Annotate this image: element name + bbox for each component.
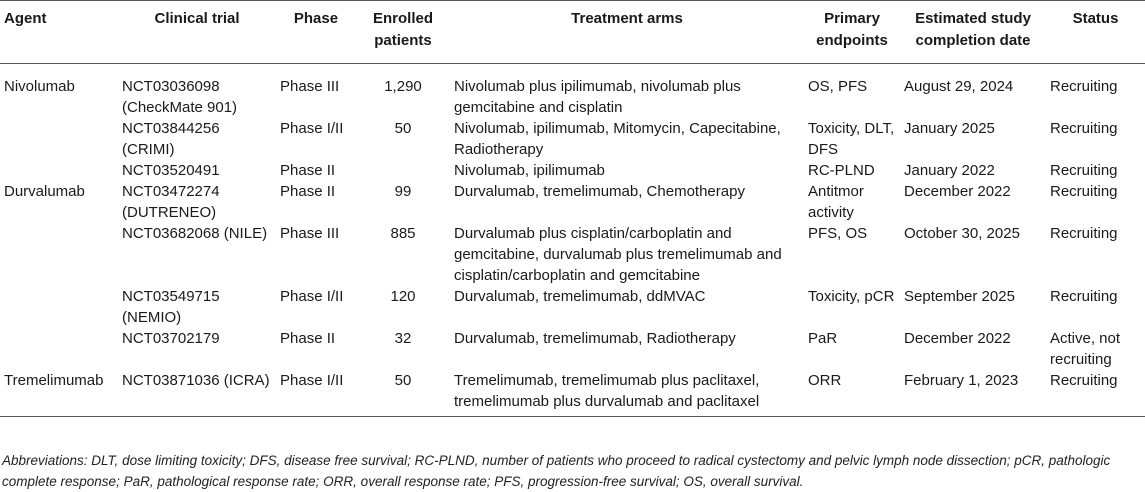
table-header: [0, 2, 1145, 64]
header-treatment-arms: Treatment arms: [571, 10, 683, 27]
cell-primary-endpoints: PaR: [808, 330, 838, 347]
cell-treatment-arms: Tremelimumab, tremelimumab plus paclitaxel, tremelimumab plus durvalumab and paclitaxel: [454, 372, 760, 410]
cell-phase: Phase III: [280, 78, 340, 95]
cell-treatment-arms: Durvalumab, tremelimumab, ddMVAC: [454, 288, 706, 305]
cell-completion-date: September 2025: [904, 288, 1015, 305]
header-clinical-trial: Clinical trial: [154, 10, 240, 27]
cell-enrolled: 50: [394, 372, 412, 389]
cell-agent: [0, 160, 118, 181]
cell-enrolled: 1,290: [384, 78, 422, 95]
cell-clinical-trial: NCT03549715 (NEMIO): [122, 288, 220, 326]
cell-agent: Tremelimumab: [4, 372, 104, 389]
table-row: [0, 64, 1145, 119]
clinical-trials-table: [0, 2, 1145, 417]
cell-clinical-trial: NCT03871036 (ICRA): [122, 372, 270, 389]
table-row: [0, 286, 1145, 328]
cell-enrolled: [356, 160, 450, 181]
cell-agent: [0, 328, 118, 370]
cell-agent: [0, 118, 118, 160]
cell-enrolled: 120: [390, 288, 416, 305]
cell-phase: Phase II: [280, 183, 336, 200]
cell-primary-endpoints: PFS, OS: [808, 225, 868, 242]
header-row: [0, 2, 1145, 64]
cell-primary-endpoints: Toxicity, DLT, DFS: [808, 120, 895, 158]
cell-clinical-trial: NCT03472274 (DUTRENEO): [122, 183, 220, 221]
cell-phase: Phase II: [280, 330, 336, 347]
cell-status: Recruiting: [1050, 372, 1118, 389]
cell-status: Active, not recruiting: [1050, 330, 1121, 368]
cell-agent: Durvalumab: [4, 183, 85, 200]
cell-status: Recruiting: [1050, 288, 1118, 305]
cell-phase: Phase I/II: [280, 288, 344, 305]
cell-phase: Phase II: [280, 162, 336, 179]
table-row: [0, 370, 1145, 417]
cell-clinical-trial: NCT03036098 (CheckMate 901): [122, 78, 238, 116]
cell-completion-date: December 2022: [904, 183, 1011, 200]
cell-phase: Phase I/II: [280, 372, 344, 389]
cell-status: Recruiting: [1050, 78, 1118, 95]
cell-clinical-trial: NCT03682068 (NILE): [122, 225, 268, 242]
cell-enrolled: 99: [394, 183, 412, 200]
cell-status: Recruiting: [1050, 225, 1118, 242]
header-completion-date: Estimated study completion date: [915, 10, 1031, 49]
cell-phase: Phase I/II: [280, 120, 344, 137]
header-status: Status: [1072, 10, 1119, 27]
cell-completion-date: December 2022: [904, 330, 1011, 347]
header-agent: Agent: [4, 10, 47, 27]
cell-status: Recruiting: [1050, 162, 1118, 179]
top-rule: [0, 0, 1145, 1]
cell-phase: Phase III: [280, 225, 340, 242]
cell-completion-date: January 2025: [904, 120, 995, 137]
cell-treatment-arms: Nivolumab, ipilimumab: [454, 162, 605, 179]
header-enrolled-patients: Enrolled patients: [372, 10, 433, 49]
table-footnote: Abbreviations: DLT, dose limiting toxicity; DFS, disease free survival; RC-PLND, number of patients who proceed to radical cystectomy and pelvic lymph node dissection; pCR, pathologic complete response; PaR, pathological response rate; ORR, overall response rate; PFS, progression-free survival; OS, overall survival.: [2, 453, 1111, 489]
cell-agent: [0, 286, 118, 328]
cell-primary-endpoints: Antitmor activity: [808, 183, 864, 221]
cell-status: Recruiting: [1050, 120, 1118, 137]
cell-treatment-arms: Nivolumab plus ipilimumab, nivolumab plus gemcitabine and cisplatin: [454, 78, 741, 116]
table-row: [0, 160, 1145, 181]
cell-clinical-trial: NCT03844256 (CRIMI): [122, 120, 220, 158]
cell-enrolled: 885: [390, 225, 416, 242]
cell-completion-date: October 30, 2025: [904, 225, 1020, 242]
cell-agent: Nivolumab: [4, 78, 75, 95]
cell-enrolled: 32: [394, 330, 412, 347]
cell-primary-endpoints: RC-PLND: [808, 162, 875, 179]
table-row: [0, 223, 1145, 286]
table-row: [0, 328, 1145, 370]
cell-clinical-trial: NCT03520491: [122, 162, 220, 179]
cell-enrolled: 50: [394, 120, 412, 137]
cell-agent: [0, 223, 118, 286]
cell-primary-endpoints: OS, PFS: [808, 78, 868, 95]
table-row: [0, 181, 1145, 223]
cell-primary-endpoints: Toxicity, pCR: [808, 288, 895, 305]
cell-completion-date: January 2022: [904, 162, 995, 179]
cell-treatment-arms: Durvalumab, tremelimumab, Radiotherapy: [454, 330, 736, 347]
cell-primary-endpoints: ORR: [808, 372, 842, 389]
table-body: [0, 64, 1145, 417]
cell-treatment-arms: Nivolumab, ipilimumab, Mitomycin, Capecitabine, Radiotherapy: [454, 120, 781, 158]
cell-treatment-arms: Durvalumab, tremelimumab, Chemotherapy: [454, 183, 745, 200]
cell-completion-date: February 1, 2023: [904, 372, 1019, 389]
cell-completion-date: August 29, 2024: [904, 78, 1014, 95]
table-row: [0, 118, 1145, 160]
cell-treatment-arms: Durvalumab plus cisplatin/carboplatin and gemcitabine, durvalumab plus tremelimumab and cisplatin/carboplatin and gemcitabine: [454, 225, 782, 284]
cell-clinical-trial: NCT03702179: [122, 330, 220, 347]
header-phase: Phase: [293, 10, 339, 27]
cell-status: Recruiting: [1050, 183, 1118, 200]
header-primary-endpoints: Primary endpoints: [816, 10, 888, 49]
